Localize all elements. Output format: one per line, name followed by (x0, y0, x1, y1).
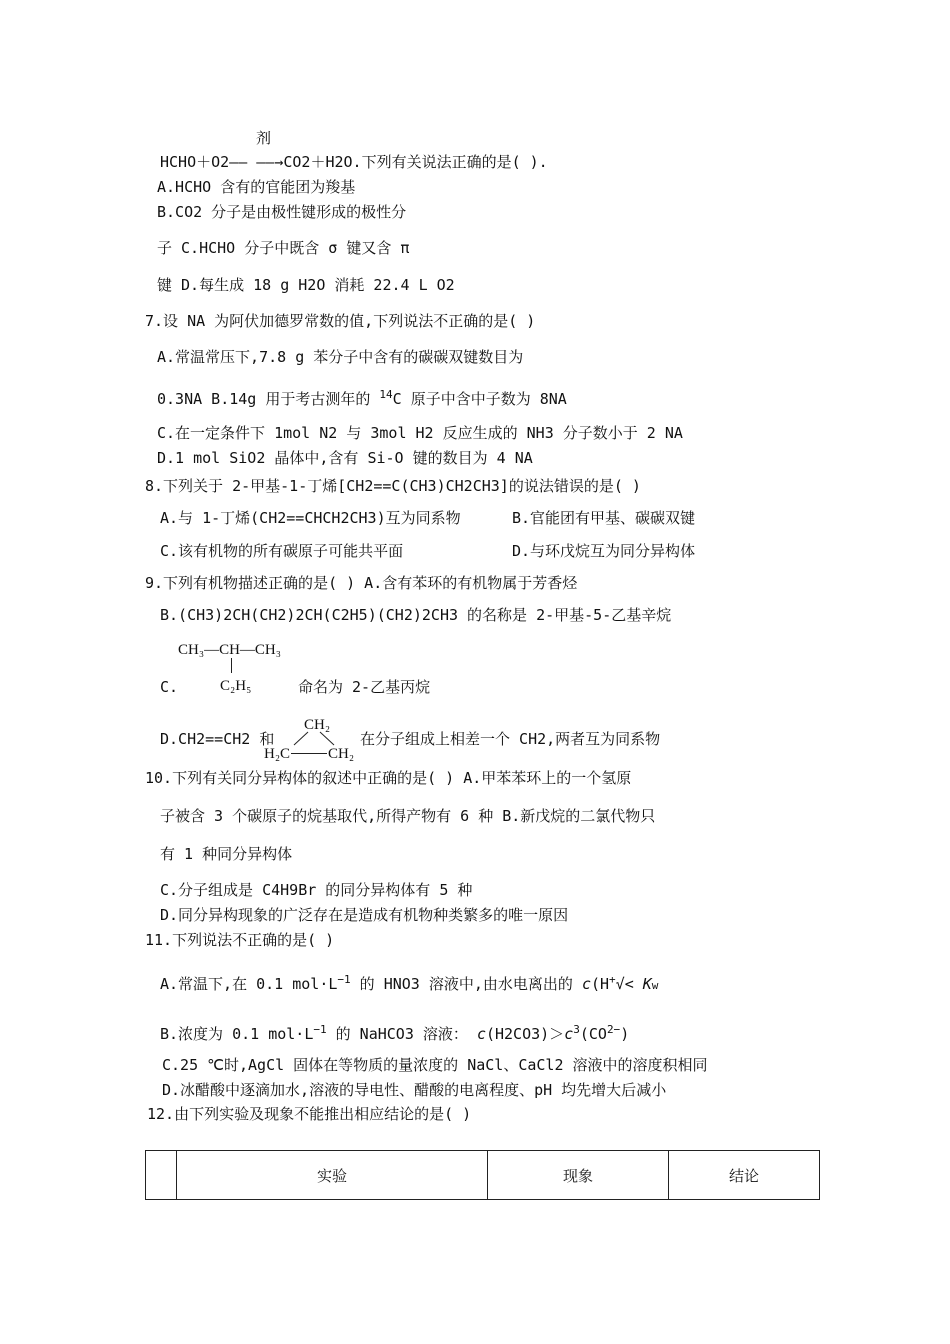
q6-option-c-d: 键 D.每生成 18 g H2O 消耗 22.4 L O2 (157, 276, 455, 294)
q7-option-a-b-post: C 原子中含中子数为 8NA (392, 390, 567, 408)
q9-c-label: C. (160, 678, 179, 696)
table-header-row (146, 1151, 820, 1200)
q7-stem: 7.设 NA 为阿伏加德罗常数的值,下列说法不正确的是( ) (145, 312, 536, 330)
q11-b-pre: B.浓度为 0.1 mol·L (160, 1025, 314, 1043)
q9-option-b: B.(CH3)2CH(CH2)2CH(C2H5)(CH2)2CH3 的名称是 2-甲基-5-乙基辛烷 (160, 606, 672, 624)
q11-b-c1: c (476, 1025, 486, 1043)
q8-option-c: C.该有机物的所有碳原子可能共平面 (160, 542, 404, 560)
q10-stem: 10.下列有关同分异构体的叙述中正确的是( ) A.甲苯苯环上的一个氢原 (145, 769, 632, 787)
q11-b-h2co3: (H2CO3)＞ (485, 1025, 565, 1043)
table-header-conclusion: 结论 (669, 1151, 820, 1200)
cyclopropane-ring-left: H₂C (264, 746, 291, 762)
q11-option-c: C.25 ℃时,AgCl 固体在等物质的量浓度的 NaCl、CaCl2 溶液中的溶度积相同 (162, 1056, 708, 1074)
q7-option-a-b-pre: 0.3NA B.14g 用于考古测年的 (157, 390, 380, 408)
q8-option-d: D.与环戊烷互为同分异构体 (512, 542, 696, 560)
q6-option-b: B.CO2 分子是由极性键形成的极性分 (157, 203, 407, 221)
q11-b-charge: 2− (606, 1023, 621, 1036)
q11-option-b (160, 1020, 629, 1044)
q11-b-c2: c (564, 1025, 574, 1043)
q11-a-plus: + (609, 973, 616, 986)
q12-stem: 12.由下列实验及现象不能推出相应结论的是( ) (147, 1105, 472, 1123)
q8-option-a: A.与 1-丁烯(CH2==CHCH2CH3)互为同系物 (160, 509, 461, 527)
q11-b-close: ) (620, 1025, 630, 1043)
cyclopropane-ring-top: CH₂ (304, 717, 331, 733)
q11-b-mid: 的 NaHCO3 溶液： (326, 1025, 477, 1043)
isotope-mass-number: 14 (379, 388, 393, 401)
q9-stem: 9.下列有机物描述正确的是( ) A.含有苯环的有机物属于芳香烃 (145, 574, 578, 592)
table-header-phenomenon: 现象 (488, 1151, 669, 1200)
q11-a-w: w (651, 979, 659, 992)
q8-stem: 8.下列关于 2-甲基-1-丁烯[CH2==C(CH3)CH2CH3]的说法错误的是( ) (145, 477, 641, 495)
reaction-equation: HCHO＋O2—— ——→CO2＋H2O.下列有关说法正确的是( ). (160, 153, 548, 171)
q11-a-mid: 的 HNO3 溶液中,由水电离出的 (350, 975, 582, 993)
q11-a-c: c (581, 975, 591, 993)
q11-b-exp: −1 (313, 1023, 327, 1036)
experiment-table (145, 1150, 820, 1200)
q7-option-d: D.1 mol SiO2 晶体中,含有 Si-O 键的数目为 4 NA (157, 449, 533, 467)
q9-d-pre: D.CH2==CH2 和 (160, 730, 275, 748)
q11-a-lt: < (624, 975, 634, 993)
q11-option-a (160, 970, 658, 996)
q7-option-c: C.在一定条件下 1mol N2 与 3mol H2 反应生成的 NH3 分子数小于 2 NA (157, 424, 683, 442)
catalyst-label: 剂 (256, 129, 272, 147)
q10-option-c: C.分子组成是 C4H9Br 的同分异构体有 5 种 (160, 881, 473, 899)
q10-option-a-b: 子被含 3 个碳原子的烷基取代,所得产物有 6 种 B.新戊烷的二氯代物只 (160, 807, 656, 825)
q10-option-d: D.同分异构现象的广泛存在是造成有机物种类繁多的唯一原因 (160, 906, 569, 924)
q11-a-pre: A.常温下,在 0.1 mol·L (160, 975, 338, 993)
q11-a-exp: −1 (337, 973, 351, 986)
q9-c-structure-bottom: C₂H₅ (220, 678, 252, 694)
q7-option-a-b (157, 385, 567, 409)
table-header-index (146, 1151, 177, 1200)
q10-option-b-cont: 有 1 种同分异构体 (160, 845, 293, 863)
q11-stem: 11.下列说法不正确的是( ) (145, 931, 335, 949)
q9-d-post: 在分子组成上相差一个 CH2,两者互为同系物 (360, 730, 661, 748)
q11-a-h: (H (590, 975, 610, 993)
q7-option-a: A.常温常压下,7.8 g 苯分子中含有的碳碳双键数目为 (157, 348, 524, 366)
q11-a-kw: K (642, 975, 652, 993)
q6-option-a: A.HCHO 含有的官能团为羧基 (157, 178, 356, 196)
q9-c-structure-bond (231, 658, 232, 673)
q8-option-b: B.官能团有甲基、碳碳双键 (512, 509, 696, 527)
q11-b-co: (CO (579, 1025, 607, 1043)
table-header-experiment: 实验 (177, 1151, 488, 1200)
q6-option-b-c: 子 C.HCHO 分子中既含 σ 键又含 π (157, 239, 410, 257)
sqrt-icon: √ (615, 975, 625, 993)
q9-c-structure-top: CH₃—CH—CH₃ (178, 642, 281, 658)
q11-b-sup3: 3 (573, 1023, 580, 1036)
q11-option-d: D.冰醋酸中逐滴加水,溶液的导电性、醋酸的电离程度、pH 均先增大后减小 (162, 1081, 667, 1099)
q9-c-text: 命名为 2-乙基丙烷 (298, 678, 431, 696)
cyclopropane-ring-right: CH₂ (328, 746, 355, 762)
cyclopropane-ring-base-bond (291, 753, 327, 754)
